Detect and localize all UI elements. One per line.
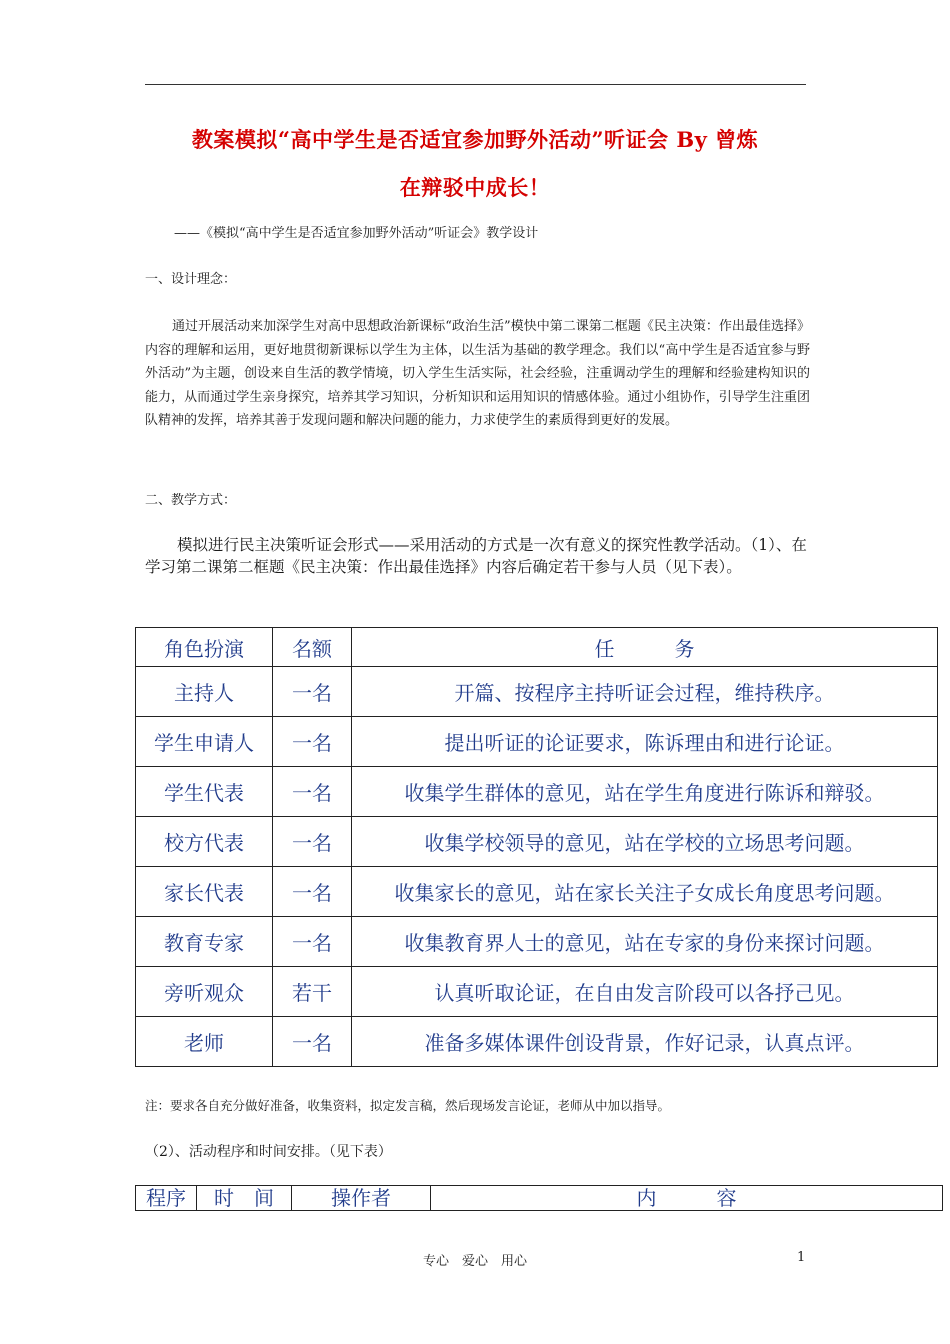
- task-cell: 认真听取论证，在自由发言阶段可以各抒己见。: [352, 967, 938, 1017]
- paragraph-teaching-method-text: 模拟进行民主决策听证会形式——采用活动的方式是一次有意义的探究性教学活动。（1）、在学习第二课第二框题《民主决策：作出最佳选择》内容后确定若干参与人员（见下表）。: [145, 536, 807, 576]
- quota-cell: 一名: [273, 1017, 352, 1067]
- task-cell: 收集家长的意见，站在家长关注子女成长角度思考问题。: [352, 867, 938, 917]
- table-row: [136, 667, 938, 717]
- roles-header-quota: 名额: [273, 628, 352, 667]
- quota-cell: 一名: [273, 767, 352, 817]
- roles-table: [135, 627, 938, 1067]
- task-cell: 收集学生群体的意见，站在学生角度进行陈诉和辩驳。: [352, 767, 938, 817]
- table-row: [136, 867, 938, 917]
- section-heading-schedule: （2）、活动程序和时间安排。（见下表）: [145, 1144, 392, 1160]
- table-row: [136, 1017, 938, 1067]
- quota-cell: 一名: [273, 917, 352, 967]
- roles-header-role: 角色扮演: [136, 628, 273, 667]
- quota-cell: 若干: [273, 967, 352, 1017]
- paragraph-teaching-method: [145, 534, 810, 578]
- role-cell: 家长代表: [136, 867, 273, 917]
- task-cell: 准备多媒体课件创设背景，作好记录，认真点评。: [352, 1017, 938, 1067]
- footer-motto: 专心 爱心 用心: [422, 1254, 527, 1269]
- schedule-header-step: 程序: [136, 1186, 197, 1211]
- quota-cell: 一名: [273, 717, 352, 767]
- document-subtitle-headline: 在辩驳中成长！: [399, 175, 551, 200]
- schedule-header-time: 时 间: [197, 1186, 292, 1211]
- quota-cell: 一名: [273, 667, 352, 717]
- role-cell: 校方代表: [136, 817, 273, 867]
- task-cell: 收集教育界人士的意见，站在专家的身份来探讨问题。: [352, 917, 938, 967]
- page-number: 1: [797, 1250, 806, 1265]
- design-subtitle: ——《模拟“高中学生是否适宜参加野外活动”听证会》教学设计: [174, 226, 539, 241]
- table-row: [136, 717, 938, 767]
- quota-cell: 一名: [273, 867, 352, 917]
- quota-cell: 一名: [273, 817, 352, 867]
- table-note: 注：要求各自充分做好准备，收集资料，拟定发言稿，然后现场发言论证，老师从中加以指导。: [145, 1098, 671, 1113]
- roles-table-header-row: [136, 628, 938, 667]
- document-title: 教案模拟“高中学生是否适宜参加野外活动”听证会 By 曾炼: [191, 127, 759, 152]
- schedule-table: [135, 1185, 943, 1211]
- table-row: [136, 817, 938, 867]
- schedule-header-operator: 操作者: [292, 1186, 431, 1211]
- schedule-table-header-row: [136, 1186, 943, 1211]
- paragraph-design-concept: [145, 315, 810, 433]
- role-cell: 旁听观众: [136, 967, 273, 1017]
- section-heading-design-concept: 一、设计理念：: [145, 272, 237, 287]
- task-cell: 收集学校领导的意见，站在学校的立场思考问题。: [352, 817, 938, 867]
- section-heading-teaching-method: 二、教学方式：: [145, 493, 237, 508]
- role-cell: 学生申请人: [136, 717, 273, 767]
- task-cell: 提出听证的论证要求，陈诉理由和进行论证。: [352, 717, 938, 767]
- role-cell: 教育专家: [136, 917, 273, 967]
- paragraph-design-concept-text: 通过开展活动来加深学生对高中思想政治新课标“政治生活”模快中第二课第二框题《民主决策：作出最佳选择》内容的理解和运用，更好地贯彻新课标以学生为主体，以生活为基础的教学理念。我们以“高中学生是否适宜参与野外活动”为主题，创设来自生活的教学情境，切入学生生活实际，社会经验，注重调动学生的理解和经验建构知识的能力，从而通过学生亲身探究，培养其学习知识，分析知识和运用知识的情感体验。通过小组协作，引导学生注重团队精神的发挥，培养其善于发现问题和解决问题的能力，力求使学生的素质得到更好的发展。: [145, 319, 810, 428]
- table-row: [136, 917, 938, 967]
- role-cell: 学生代表: [136, 767, 273, 817]
- table-row: [136, 767, 938, 817]
- role-cell: 主持人: [136, 667, 273, 717]
- schedule-header-content: 内 容: [431, 1186, 943, 1211]
- task-cell: 开篇、按程序主持听证会过程，维持秩序。: [352, 667, 938, 717]
- table-row: [136, 967, 938, 1017]
- header-rule: [145, 84, 806, 85]
- roles-header-task: 任 务: [352, 628, 938, 667]
- role-cell: 老师: [136, 1017, 273, 1067]
